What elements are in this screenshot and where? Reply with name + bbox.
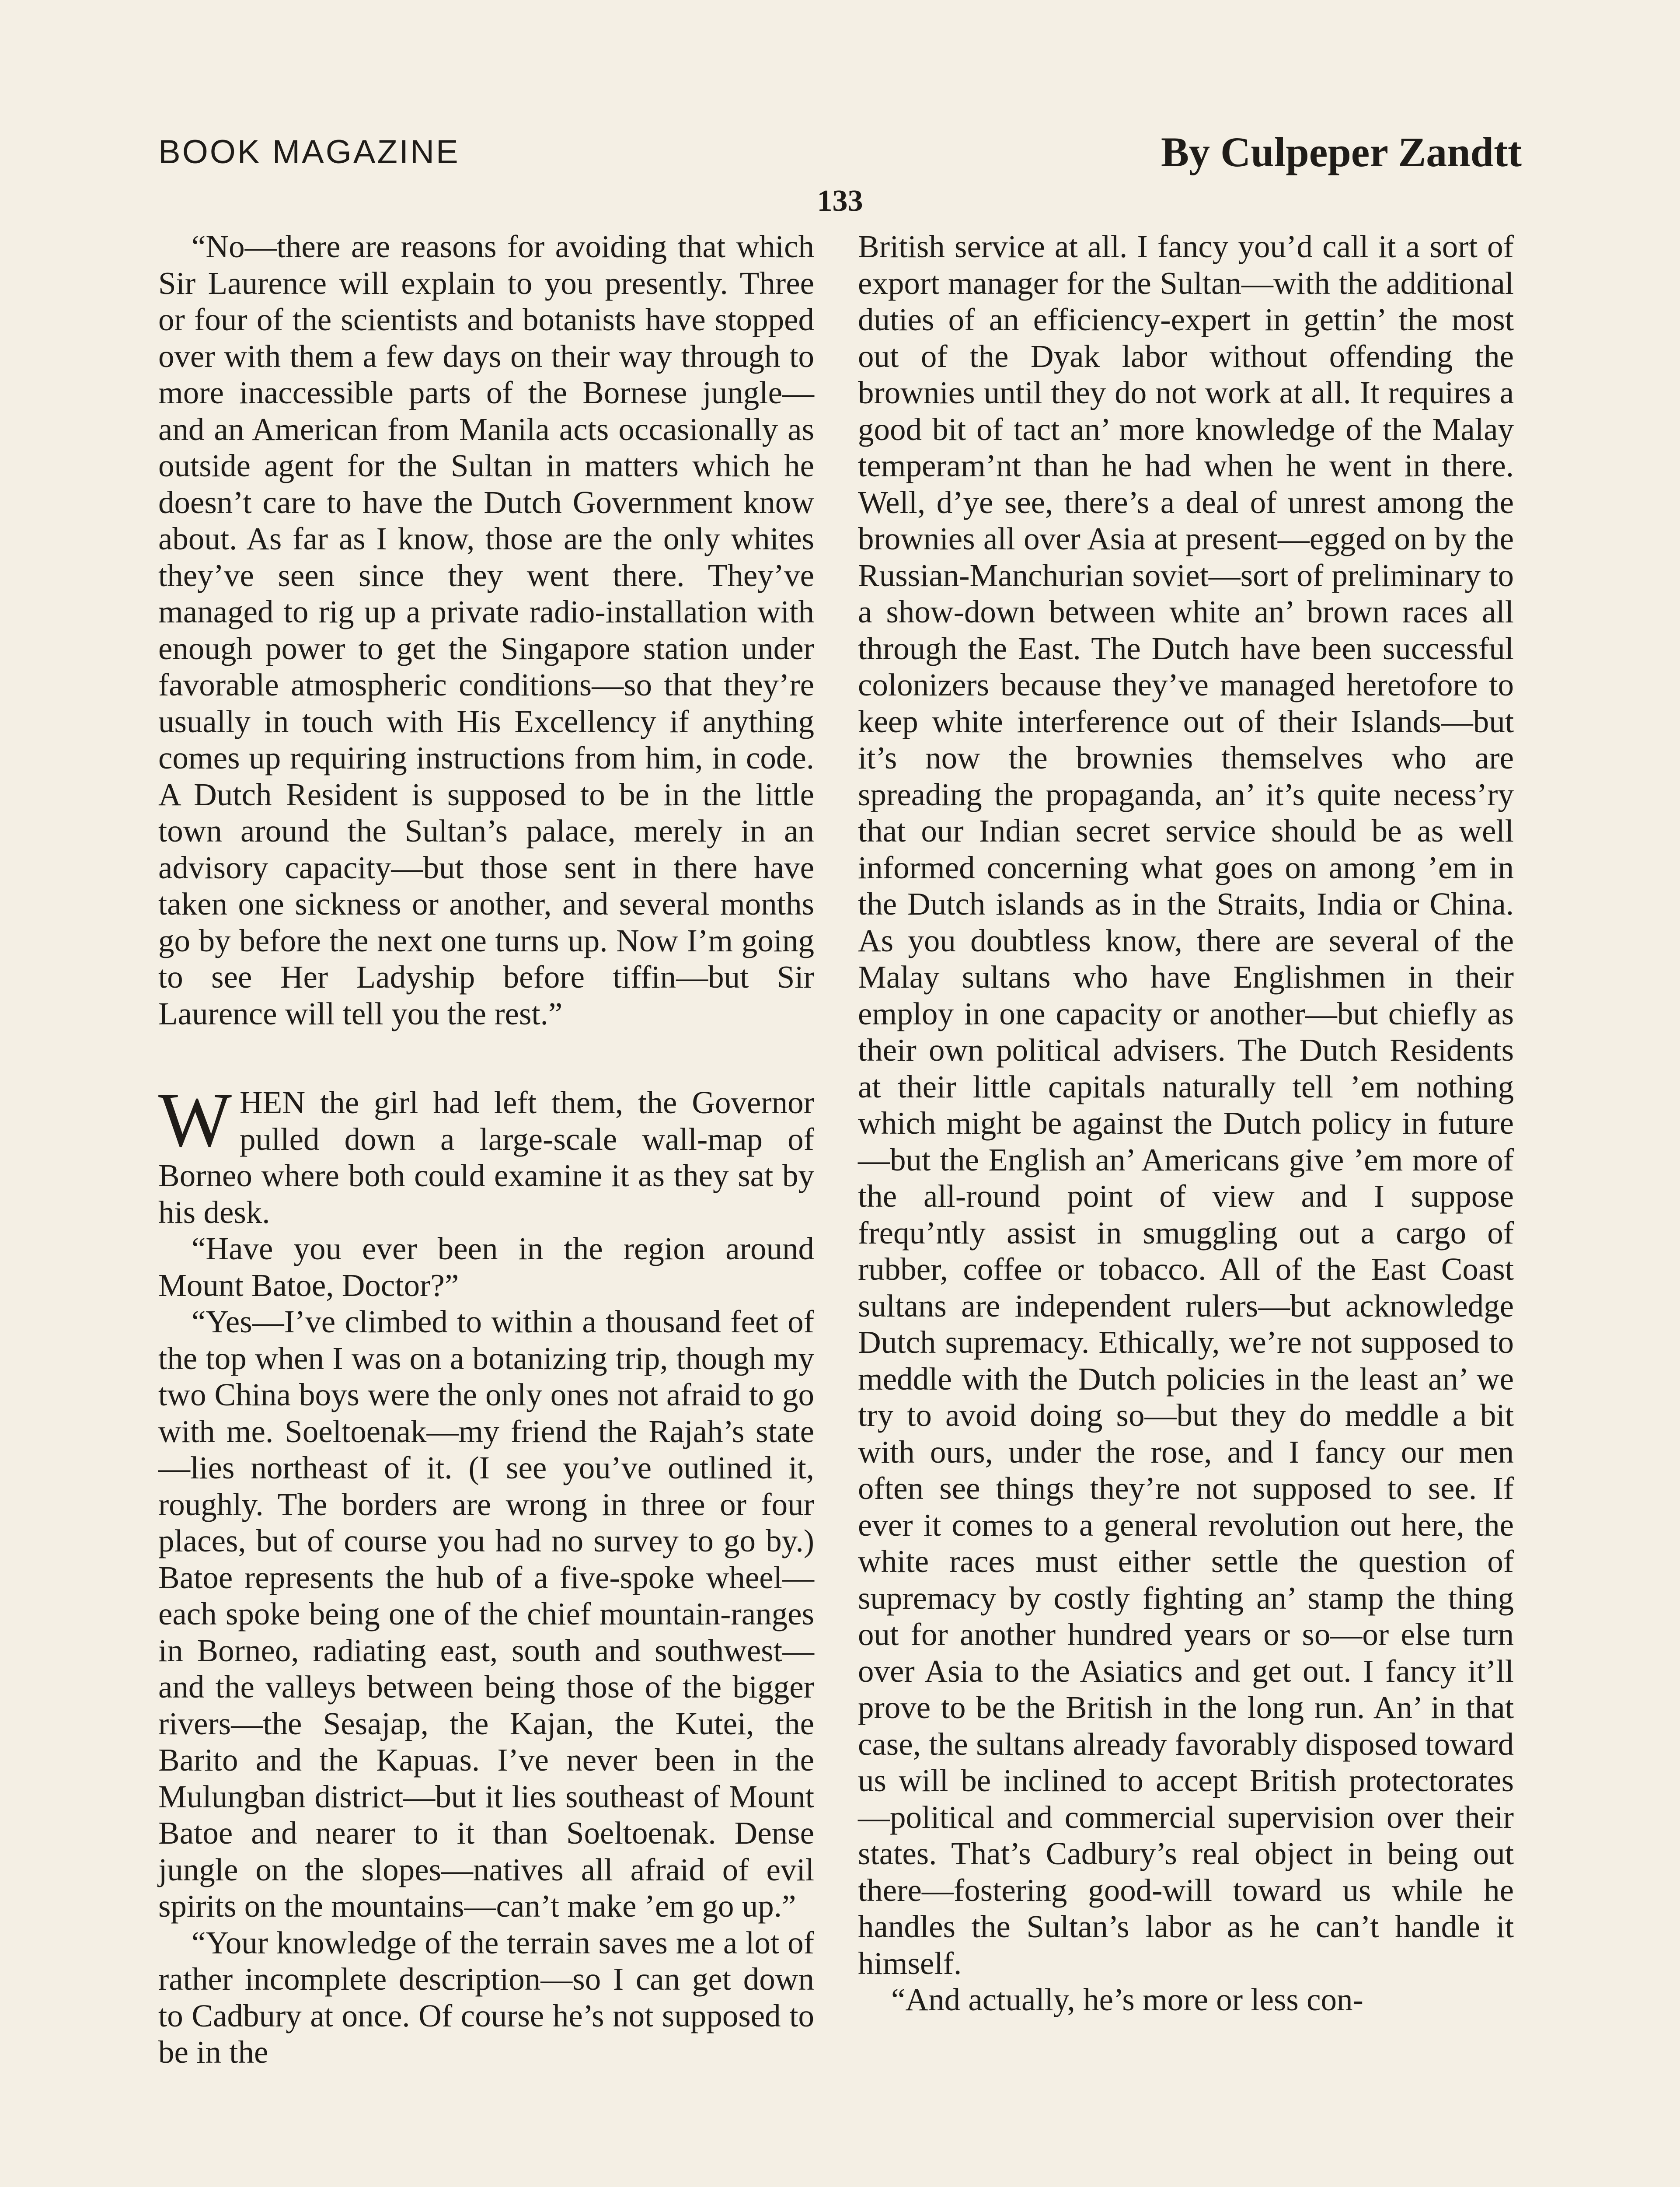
- page-number: 133: [817, 184, 863, 218]
- left-text-column: [158, 228, 814, 2071]
- paragraph-text: HEN the girl had left them, the Governor pulled down a large-scale wall-map of Borneo where both could examine it as they sat by his desk.: [158, 1085, 814, 1230]
- paragraph: “No—there are reasons for avoiding that which Sir Laurence will explain to you presently. Three or four of the scientists and botanists have stopped over with them a few days on their way through to more inaccessible parts of the Bornese jungle—and an American from Manila acts occasionally as outside agent for the Sultan in matters which he doesn’t care to have the Dutch Government know about. As far as I know, those are the only whites they’ve seen since they went there. They’ve managed to rig up a private radio-installation with enough power to get the Singapore station under favorable atmospheric conditions—so that they’re usually in touch with His Excellency if anything comes up requiring instructions from him, in code. A Dutch Resident is supposed to be in the little town around the Sultan’s palace, merely in an advisory capacity—but those sent in there have taken one sickness or another, and several months go by before the next one turns up. Now I’m going to see Her Ladyship before tiffin—but Sir Laurence will tell you the rest.”: [158, 229, 814, 1031]
- section-break: [158, 1032, 814, 1084]
- paragraph: British service at all. I fancy you’d call it a sort of export manager for the Sultan—with the additional duties of an efficiency-expert in gettin’ the most out of the Dyak labor without offending the brownies until they do not work at all. It requires a good bit of tact an’ more knowledge of the Malay temperam’nt than he had when he went in there. Well, d’ye see, there’s a deal of unrest among the brownies all over Asia at present—egged on by the Russian-Manchurian soviet—sort of preliminary to a show-down between white an’ brown races all through the East. The Dutch have been successful colonizers because they’ve managed heretofore to keep white interference out of their Islands—but it’s now the brownies themselves who are spreading the propaganda, an’ it’s quite necess’ry that our Indian secret service should be as well informed concerning what goes on among ’em in the Dutch islands as in the Straits, India or China. As you doubtless know, there are several of the Malay sultans who have Englishmen in their employ in one capacity or another—but chiefly as their own political advisers. The Dutch Residents at their little capitals naturally tell ’em nothing which might be against the Dutch policy in future—but the English an’ Americans give ’em more of the all-round point of view and I suppose frequ’ntly assist in smuggling out a cargo of rubber, coffee or tobacco. All of the East Coast sultans are independent rulers—but acknowledge Dutch supremacy. Ethically, we’re not supposed to meddle with the Dutch policies in the least an’ we try to avoid doing so—but they do meddle a bit with ours, under the rose, and I fancy our men often see things they’re not supposed to see. If ever it comes to a general revolution out here, the white races must either settle the question of supremacy by costly fighting an’ stamp the thing out for another hundred years or so—or else turn over Asia to the Asiatics and get out. I fancy it’ll prove to be the British in the long run. An’ in that case, the sultans already favorably disposed toward us will be inclined to accept British protectorates—political and commercial supervision over their states. That’s Cadbury’s real object in being out there—fostering good-will toward us while he handles the Sultan’s labor as he can’t handle it himself.: [858, 229, 1514, 1981]
- paragraph: “Your knowledge of the terrain saves me a lot of rather incomplete description—so I can get down to Cadbury at once. Of course he’s not supposed to be in the: [158, 1925, 814, 2070]
- right-text-column: [858, 228, 1514, 2018]
- magazine-title: BOOK MAGAZINE: [158, 133, 460, 171]
- paragraph: “And actually, he’s more or less con-: [891, 1982, 1363, 2017]
- paragraph: “Have you ever been in the region around Mount Batoe, Doctor?”: [158, 1231, 814, 1303]
- paragraph-drop-cap: [158, 1076, 814, 1230]
- drop-cap: W: [158, 1076, 232, 1163]
- paragraph: “Yes—I’ve climbed to within a thousand feet of the top when I was on a botanizing trip, though my two China boys were the only ones not afraid to go with me. Soeltoenak—my friend the Rajah’s state—lies northeast of it. (I see you’ve outlined it, roughly. The borders are wrong in three or four places, but of course you had no survey to go by.) Batoe represents the hub of a five-spoke wheel—each spoke being one of the chief mountain-ranges in Borneo, radiating east, south and southwest—and the valleys between being those of the bigger rivers—the Sesajap, the Kajan, the Kutei, the Barito and the Kapuas. I’ve never been in the Mulungban district—but it lies southeast of Mount Batoe and nearer to it than Soeltoenak. Dense jungle on the slopes—natives all afraid of evil spirits on the mountains—can’t make ’em go up.”: [158, 1304, 814, 1924]
- author-byline: By Culpeper Zandtt: [1161, 129, 1522, 175]
